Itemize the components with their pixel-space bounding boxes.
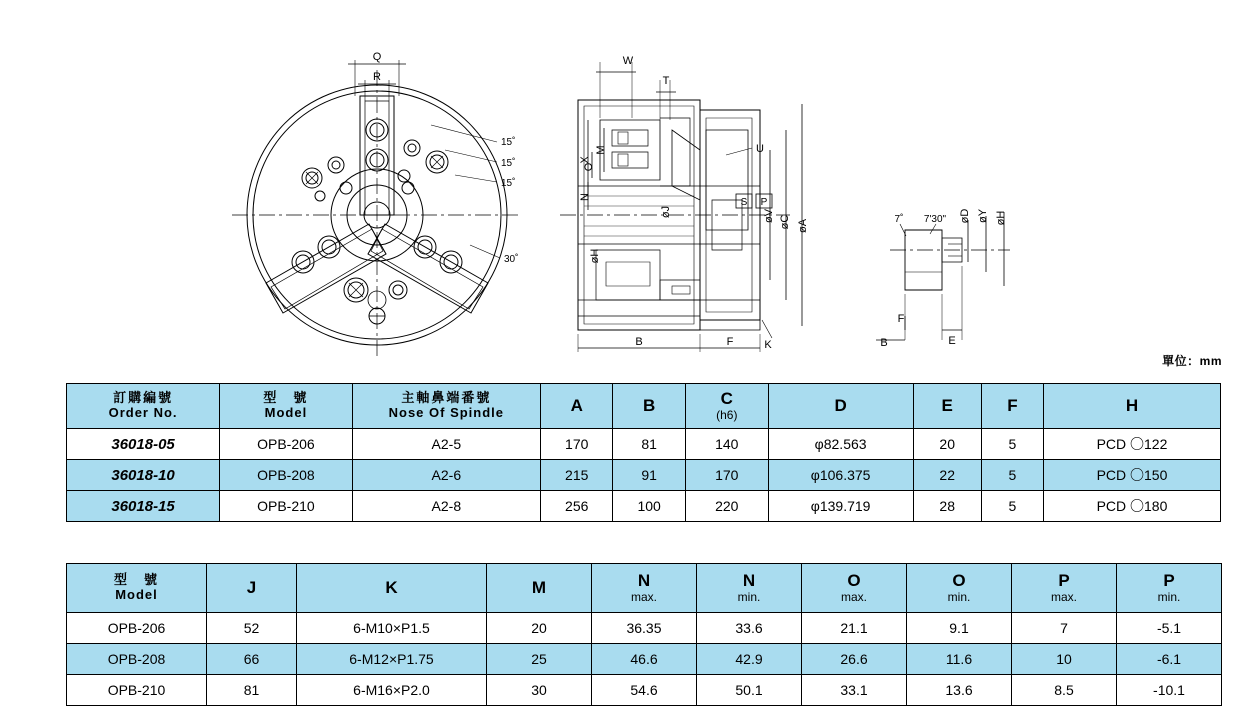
cell2-N-min: 33.6 [697, 613, 802, 644]
label-phiJ: øJ [660, 205, 672, 219]
cell2-K: 6-M12×P1.75 [297, 644, 487, 675]
detail-view [876, 208, 1010, 349]
cell-C: 220 [685, 491, 768, 522]
label-angle-730: 7'30" [923, 214, 947, 225]
label-angle-15c: 15˚ [501, 178, 516, 189]
col-B: B [613, 384, 685, 429]
front-view [232, 51, 522, 360]
label-X: X [579, 156, 591, 164]
cell-order-no: 36018-05 [67, 429, 220, 460]
table-row [67, 491, 1221, 522]
cell2-N-max: 46.6 [592, 644, 697, 675]
cell-E: 28 [913, 491, 981, 522]
col-order-no-cn: 訂購編號 [113, 390, 174, 406]
label-N: N [579, 193, 591, 201]
col-model-cn: 型 號 [263, 390, 309, 406]
cell2-P-max: 7 [1012, 613, 1117, 644]
cell-A: 170 [541, 429, 613, 460]
table-row [67, 675, 1222, 706]
cell-model: OPB-210 [220, 491, 352, 522]
cell-E: 22 [913, 460, 981, 491]
cell2-J: 81 [207, 675, 297, 706]
cell2-P-min: -10.1 [1117, 675, 1222, 706]
cell-H: PCD 〇122 [1043, 429, 1220, 460]
cell-E: 20 [913, 429, 981, 460]
cell-H: PCD 〇180 [1043, 491, 1220, 522]
cell2-K: 6-M16×P2.0 [297, 675, 487, 706]
cell2-O-min: 9.1 [907, 613, 1012, 644]
cell2-J: 52 [207, 613, 297, 644]
cell-A: 256 [541, 491, 613, 522]
cell2-O-min: 13.6 [907, 675, 1012, 706]
cell-order-no: 36018-15 [67, 491, 220, 522]
cell2-J: 66 [207, 644, 297, 675]
cell2-M: 25 [487, 644, 592, 675]
cell-D: φ139.719 [768, 491, 913, 522]
label-phiH: øH [589, 248, 601, 264]
cell-D: φ82.563 [768, 429, 913, 460]
label-phiY: øY [977, 208, 989, 224]
cell-H: PCD 〇150 [1043, 460, 1220, 491]
cell2-O-max: 26.6 [802, 644, 907, 675]
cell-D: φ106.375 [768, 460, 913, 491]
label-K: K [764, 339, 772, 351]
section-view [560, 55, 809, 352]
col-A: A [541, 384, 613, 429]
cell-nose: A2-8 [352, 491, 540, 522]
cell-F: 5 [981, 429, 1043, 460]
cell-nose: A2-5 [352, 429, 540, 460]
col2-M: M [487, 564, 592, 613]
table-row [67, 644, 1222, 675]
cell-C: 170 [685, 460, 768, 491]
cell2-N-max: 54.6 [592, 675, 697, 706]
label-P: P [760, 197, 768, 208]
col2-J: J [207, 564, 297, 613]
label-angle-15a: 15˚ [501, 137, 516, 148]
col-order-no [67, 384, 220, 429]
col2-P-max: P max. [1012, 564, 1117, 613]
col-model-en: Model [264, 405, 308, 420]
label-S: S [740, 197, 748, 208]
col-nose-of-spindle [352, 384, 540, 429]
cell2-N-min: 42.9 [697, 644, 802, 675]
cell2-O-min: 11.6 [907, 644, 1012, 675]
label-phiA: øA [797, 218, 809, 234]
label-M: M [595, 145, 607, 155]
col-F: F [981, 384, 1043, 429]
cell-model: OPB-208 [220, 460, 352, 491]
table-row [67, 429, 1221, 460]
label-T: T [662, 75, 670, 87]
cell-B: 91 [613, 460, 685, 491]
col2-model-en: Model [115, 587, 158, 602]
label-angle-30: 30˚ [504, 254, 519, 265]
col-D: D [768, 384, 913, 429]
cell2-O-max: 33.1 [802, 675, 907, 706]
unit-note: 單位：mm [1162, 354, 1222, 368]
col-order-no-en: Order No. [108, 405, 178, 420]
col-model [220, 384, 352, 429]
col2-K: K [297, 564, 487, 613]
label-Q: Q [372, 51, 382, 63]
cell2-N-max: 36.35 [592, 613, 697, 644]
label-phiV: øV [763, 208, 775, 224]
col2-O-max: O max. [802, 564, 907, 613]
col-H: H [1043, 384, 1220, 429]
col2-P-min: P min. [1117, 564, 1222, 613]
cell2-model: OPB-206 [67, 613, 207, 644]
cell2-model: OPB-208 [67, 644, 207, 675]
table-header-row [67, 564, 1222, 613]
cell2-P-max: 10 [1012, 644, 1117, 675]
label-R: R [373, 71, 381, 83]
label-E-detail: E [948, 335, 956, 347]
label-angle-7: 7˚ [894, 214, 904, 225]
cell-B: 100 [613, 491, 685, 522]
col-nose-cn: 主軸鼻端番號 [401, 390, 492, 406]
col-nose-en: Nose Of Spindle [388, 405, 505, 420]
label-phiC: øC [779, 214, 791, 230]
cell-nose: A2-6 [352, 460, 540, 491]
spec-table-main [66, 383, 1221, 522]
cell2-O-max: 21.1 [802, 613, 907, 644]
col2-N-max: N max. [592, 564, 697, 613]
cell2-model: OPB-210 [67, 675, 207, 706]
cell-C: 140 [685, 429, 768, 460]
table-header-row [67, 384, 1221, 429]
table-row [67, 460, 1221, 491]
spec-table-secondary [66, 563, 1222, 706]
col2-model-cn: 型 號 [113, 572, 159, 588]
col-C: C (h6) [685, 384, 768, 429]
cell2-N-min: 50.1 [697, 675, 802, 706]
cell2-P-max: 8.5 [1012, 675, 1117, 706]
col2-model [67, 564, 207, 613]
cell2-M: 20 [487, 613, 592, 644]
cell-model: OPB-206 [220, 429, 352, 460]
label-U: U [756, 143, 764, 155]
label-phiD: øD [959, 208, 971, 224]
cell2-P-min: -6.1 [1117, 644, 1222, 675]
label-angle-15b: 15˚ [501, 158, 516, 169]
label-F-detail: F [897, 313, 905, 325]
cell2-K: 6-M10×P1.5 [297, 613, 487, 644]
col2-N-min: N min. [697, 564, 802, 613]
cell2-M: 30 [487, 675, 592, 706]
label-phiH-detail: øH [995, 210, 1007, 226]
label-W: W [622, 55, 634, 67]
cell-B: 81 [613, 429, 685, 460]
table-row [67, 613, 1222, 644]
label-O: O [583, 162, 595, 172]
cell2-P-min: -5.1 [1117, 613, 1222, 644]
cell-A: 215 [541, 460, 613, 491]
cell-F: 5 [981, 491, 1043, 522]
col2-O-min: O min. [907, 564, 1012, 613]
cell-order-no: 36018-10 [67, 460, 220, 491]
label-B-detail: B [880, 337, 888, 349]
cell-F: 5 [981, 460, 1043, 491]
label-B-section: B [635, 336, 643, 348]
label-F-section: F [726, 336, 734, 348]
col-E: E [913, 384, 981, 429]
